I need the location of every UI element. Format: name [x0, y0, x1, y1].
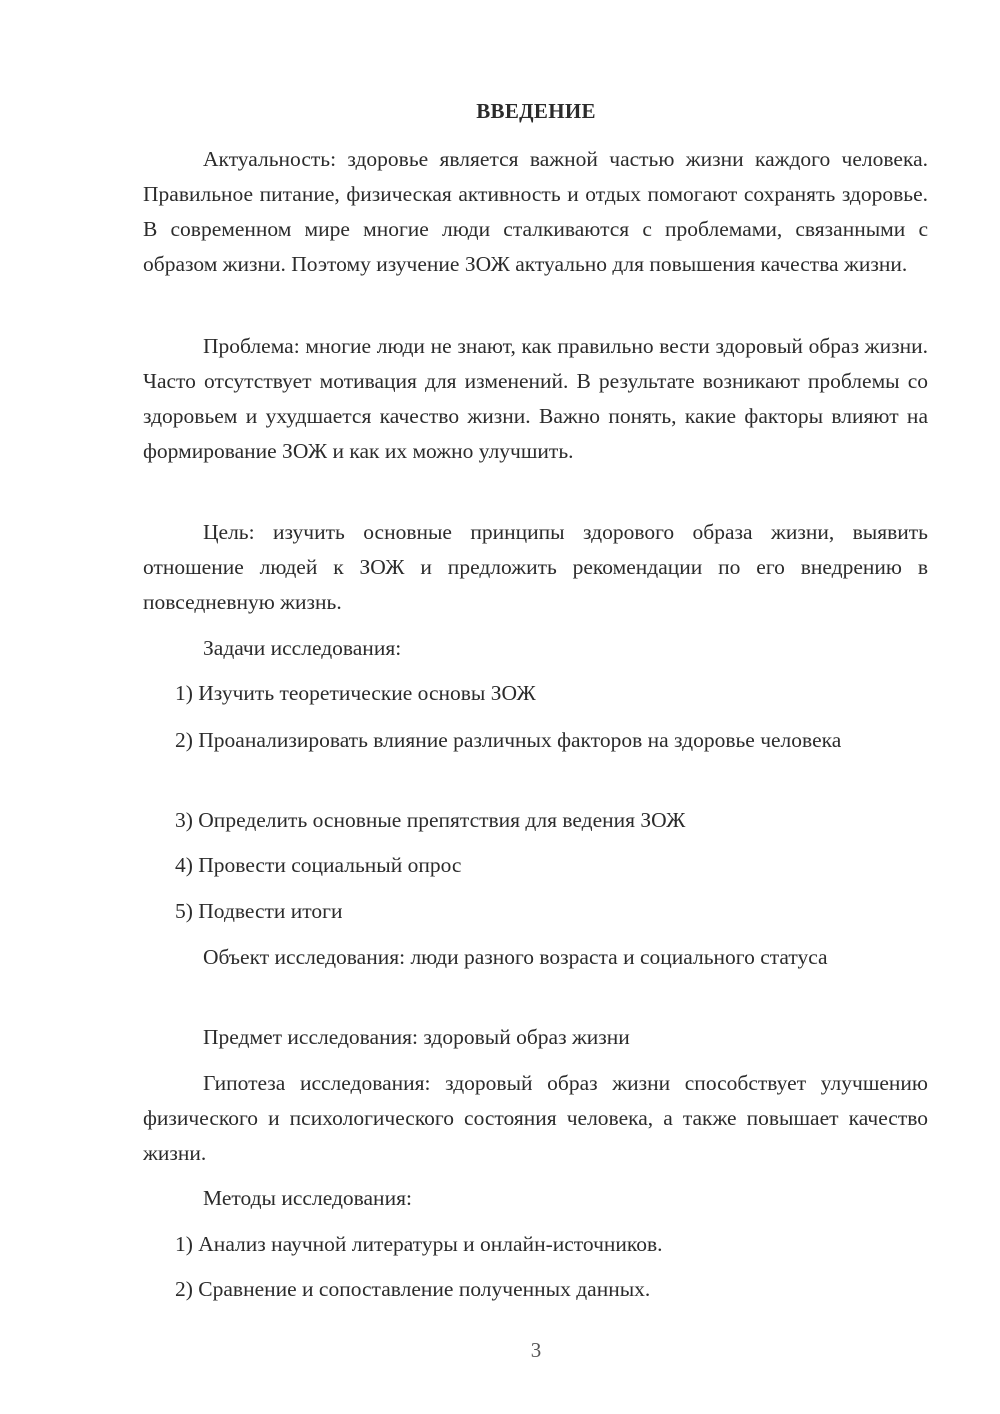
task-item-4: 4) Провести социальный опрос — [175, 853, 462, 877]
methods-title: Методы исследования: — [203, 1186, 412, 1210]
paragraph-relevance: Актуальность: здоровье является важной частью жизни каждого человека. Правильное питание, физическая активность и отдых помогают сохранять здоровье. В современном мире многие люди сталкиваются с проблемами, связанными с образом жизни. Поэтому изучение ЗОЖ актуально для повышения качества жизни. — [143, 147, 928, 276]
tasks-title: Задачи исследования: — [203, 636, 402, 660]
task-item-1: 1) Изучить теоретические основы ЗОЖ — [175, 681, 536, 705]
task-item-3: 3) Определить основные препятствия для ведения ЗОЖ — [175, 808, 686, 832]
paragraph-goal: Цель: изучить основные принципы здорового образа жизни, выявить отношение людей к ЗОЖ и предложить рекомендации по его внедрению в повседневную жизнь. — [143, 520, 928, 614]
task-item-5: 5) Подвести итоги — [175, 899, 343, 923]
paragraph-hypothesis: Гипотеза исследования: здоровый образ жизни способствует улучшению физического и психологического состояния человека, а также повышает качество жизни. — [143, 1071, 928, 1165]
task-item-2: 2) Проанализировать влияние различных факторов на здоровье человека — [175, 728, 842, 752]
paragraph-object: Объект исследования: люди разного возраста и социального статуса — [203, 945, 828, 969]
method-item-2: 2) Сравнение и сопоставление полученных данных. — [175, 1277, 651, 1301]
page-number: 3 — [530, 1338, 542, 1362]
paragraph-problem: Проблема: многие люди не знают, как правильно вести здоровый образ жизни. Часто отсутствует мотивация для изменений. В результате возникают проблемы со здоровьем и ухудшается качество жизни. Важно понять, какие факторы влияют на формирование ЗОЖ и как их можно улучшить. — [143, 334, 928, 463]
page-title: ВВЕДЕНИЕ — [476, 99, 596, 123]
paragraph-subject: Предмет исследования: здоровый образ жизни — [203, 1025, 630, 1049]
method-item-1: 1) Анализ научной литературы и онлайн-источников. — [175, 1232, 663, 1256]
